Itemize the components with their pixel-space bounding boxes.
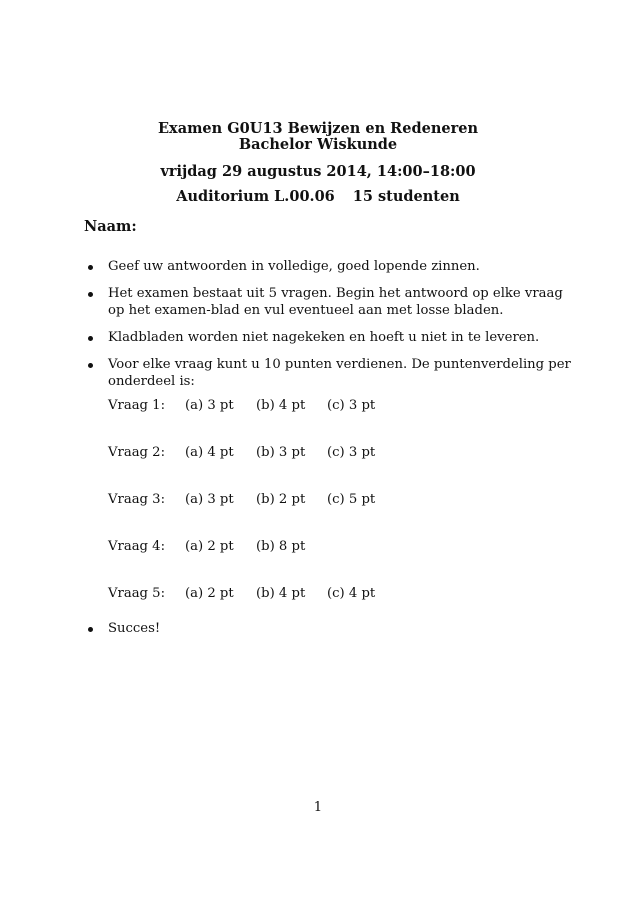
part-a-points: (a) 2 pt (185, 539, 234, 554)
part-b-points: (b) 8 pt (256, 539, 306, 554)
question-label: Vraag 2: (108, 445, 166, 460)
part-b-points: (b) 3 pt (256, 445, 306, 460)
exam-title: Examen G0U13 Bewijzen en Redeneren (158, 120, 478, 137)
exam-room: Auditorium L.00.06 (176, 188, 335, 205)
part-c-points: (c) 4 pt (327, 586, 376, 601)
instruction-text: Kladbladen worden niet nagekeken en hoeft u niet in te leveren. (108, 330, 540, 345)
instruction-item (84, 285, 574, 319)
closing-item (84, 620, 160, 637)
bullet-icon (88, 292, 93, 297)
instruction-item (84, 329, 574, 346)
part-b-points: (b) 4 pt (256, 398, 306, 413)
part-a-points: (a) 3 pt (185, 398, 234, 413)
instruction-text: Voor elke vraag kunt u 10 punten verdienen. De puntenverdeling per onderdeel is: (108, 357, 571, 389)
part-a-points: (a) 4 pt (185, 445, 234, 460)
part-c-points: (c) 5 pt (327, 492, 376, 507)
question-label: Vraag 4: (108, 539, 166, 554)
exam-datetime: vrijdag 29 augustus 2014, 14:00–18:00 (160, 163, 476, 180)
bullet-icon (88, 336, 93, 341)
exam-location-line (0, 188, 636, 205)
exam-students: 15 studenten (352, 188, 460, 205)
bullet-icon (88, 363, 93, 368)
instruction-item (84, 258, 574, 275)
part-c-points: (c) 3 pt (327, 445, 376, 460)
instruction-text: Het examen bestaat uit 5 vragen. Begin het antwoord op elke vraag op het examen-blad en vul eventueel aan met losse bladen. (108, 286, 563, 318)
instruction-list (84, 258, 574, 400)
part-b-points: (b) 2 pt (256, 492, 306, 507)
instruction-item (84, 356, 574, 390)
part-a-points: (a) 2 pt (185, 586, 234, 601)
question-label: Vraag 1: (108, 398, 166, 413)
instruction-text: Geef uw antwoorden in volledige, goed lopende zinnen. (108, 259, 480, 274)
question-label: Vraag 3: (108, 492, 166, 507)
part-c-points: (c) 3 pt (327, 398, 376, 413)
exam-program: Bachelor Wiskunde (238, 136, 398, 153)
bullet-icon (88, 265, 93, 270)
page-number: 1 (313, 800, 323, 815)
question-label: Vraag 5: (108, 586, 166, 601)
bullet-icon (88, 627, 93, 632)
name-label: Naam: (84, 218, 137, 235)
part-a-points: (a) 3 pt (185, 492, 234, 507)
part-b-points: (b) 4 pt (256, 586, 306, 601)
closing-text: Succes! (108, 621, 161, 636)
